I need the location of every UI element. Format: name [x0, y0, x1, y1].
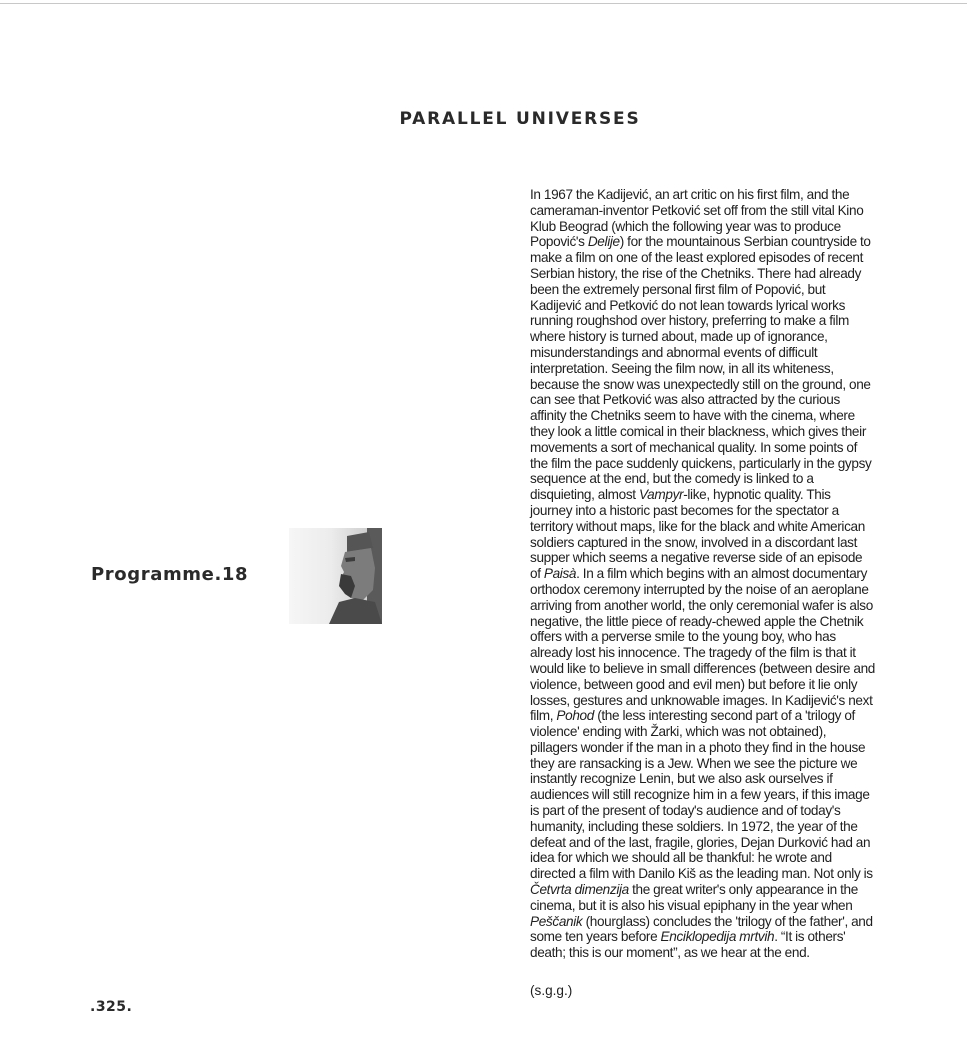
portrait-photo-icon — [289, 528, 382, 624]
programme-label: Programme.18 — [91, 564, 249, 585]
text-run: ) for the mountainous Serbian countryside to make a film on one of the least explored episodes of recent Serbian history, the rise of the Chetniks. There had already been the extremely personal first film of Popović, but Kadijević and Petković do not lean towards lyrical works running roughshod over history, preferring to make a film where history is turned about, made up of ignorance, misunderstandings and abnormal events of difficult interpretation. Seeing the film now, in all its whiteness, because the snow was unexpectedly still on the ground, one can see that Petković was also attracted by the curious affinity the Chetniks seem to have with the cinema, where they look a little comical in their blackness, which gives their movements a sort of mechanical quality. In some points of the film the pace suddenly quickens, particularly in the gypsy sequence at the end, but the comedy is linked to a disquieting, almost — [530, 234, 872, 503]
italic-title: Enciklopedija mrtvih — [660, 929, 775, 945]
article-body — [530, 187, 875, 961]
page-number: .325. — [90, 999, 133, 1015]
text-run: . “It is others' death; this is our moment”, as we hear at the end. — [530, 929, 846, 961]
text-run: the great writer's only appearance in the cinema, but it is also his visual epiphany in the year when — [530, 882, 858, 913]
page-title: PARALLEL UNIVERSES — [399, 109, 641, 129]
text-run: (hourglass) concludes the 'trilogy of the father', and some ten years before — [530, 913, 873, 945]
italic-title: Delije — [587, 234, 620, 250]
portrait-photo — [289, 528, 382, 624]
italic-title: Peščanik — [530, 913, 583, 929]
italic-title: Vampyr — [638, 487, 684, 503]
text-run: -like, hypnotic quality. This journey into a historic past becomes for the spectator a territory without maps, like for the black and white American soldiers captured in the snow, involved in a discordant last supper which seems a negative reverse side of an episode of — [530, 487, 865, 582]
article-paragraph — [530, 187, 875, 961]
italic-title: Paisà — [543, 566, 577, 582]
text-run: In 1967 the Kadijević, an art critic on his first film, and the cameraman-inventor Petković set off from the still vital Kino Klub Beograd (which the following year was to produce Popović's — [530, 187, 864, 250]
italic-title: Četvrta dimenzija — [530, 882, 629, 898]
text-run: (the less interesting second part of a 'trilogy of violence' ending with Žarki, which was not obtained), pillagers wonder if the man in a photo they find in the house they are ransacking is a Jew. When we see the picture we instantly recognize Lenin, but we also ask ourselves if audiences will still recognize him in a few years, if this image is part of the present of today's audience and of today's humanity, including these soldiers. In 1972, the year of the defeat and of the last, fragile, glories, Dejan Durković had an idea for which we should all be thankful: he wrote and directed a film with Danilo Kiš as the leading man. Not only is — [530, 708, 873, 882]
top-rule — [0, 3, 967, 4]
signature: (s.g.g.) — [530, 983, 573, 998]
text-run: . In a film which begins with an almost documentary orthodox ceremony interrupted by the noise of an aeroplane arriving from another world, the only ceremonial wafer is also negative, the little piece of ready-chewed apple the Chetnik offers with a perverse smile to the young boy, who has already lost his innocence. The tragedy of the film is that it would like to believe in small differences (between desire and violence, between good and evil men) but before it lie only losses, gestures and unknowable images. In Kadijević's next film, — [530, 566, 875, 724]
italic-title: Pohod — [556, 708, 594, 724]
